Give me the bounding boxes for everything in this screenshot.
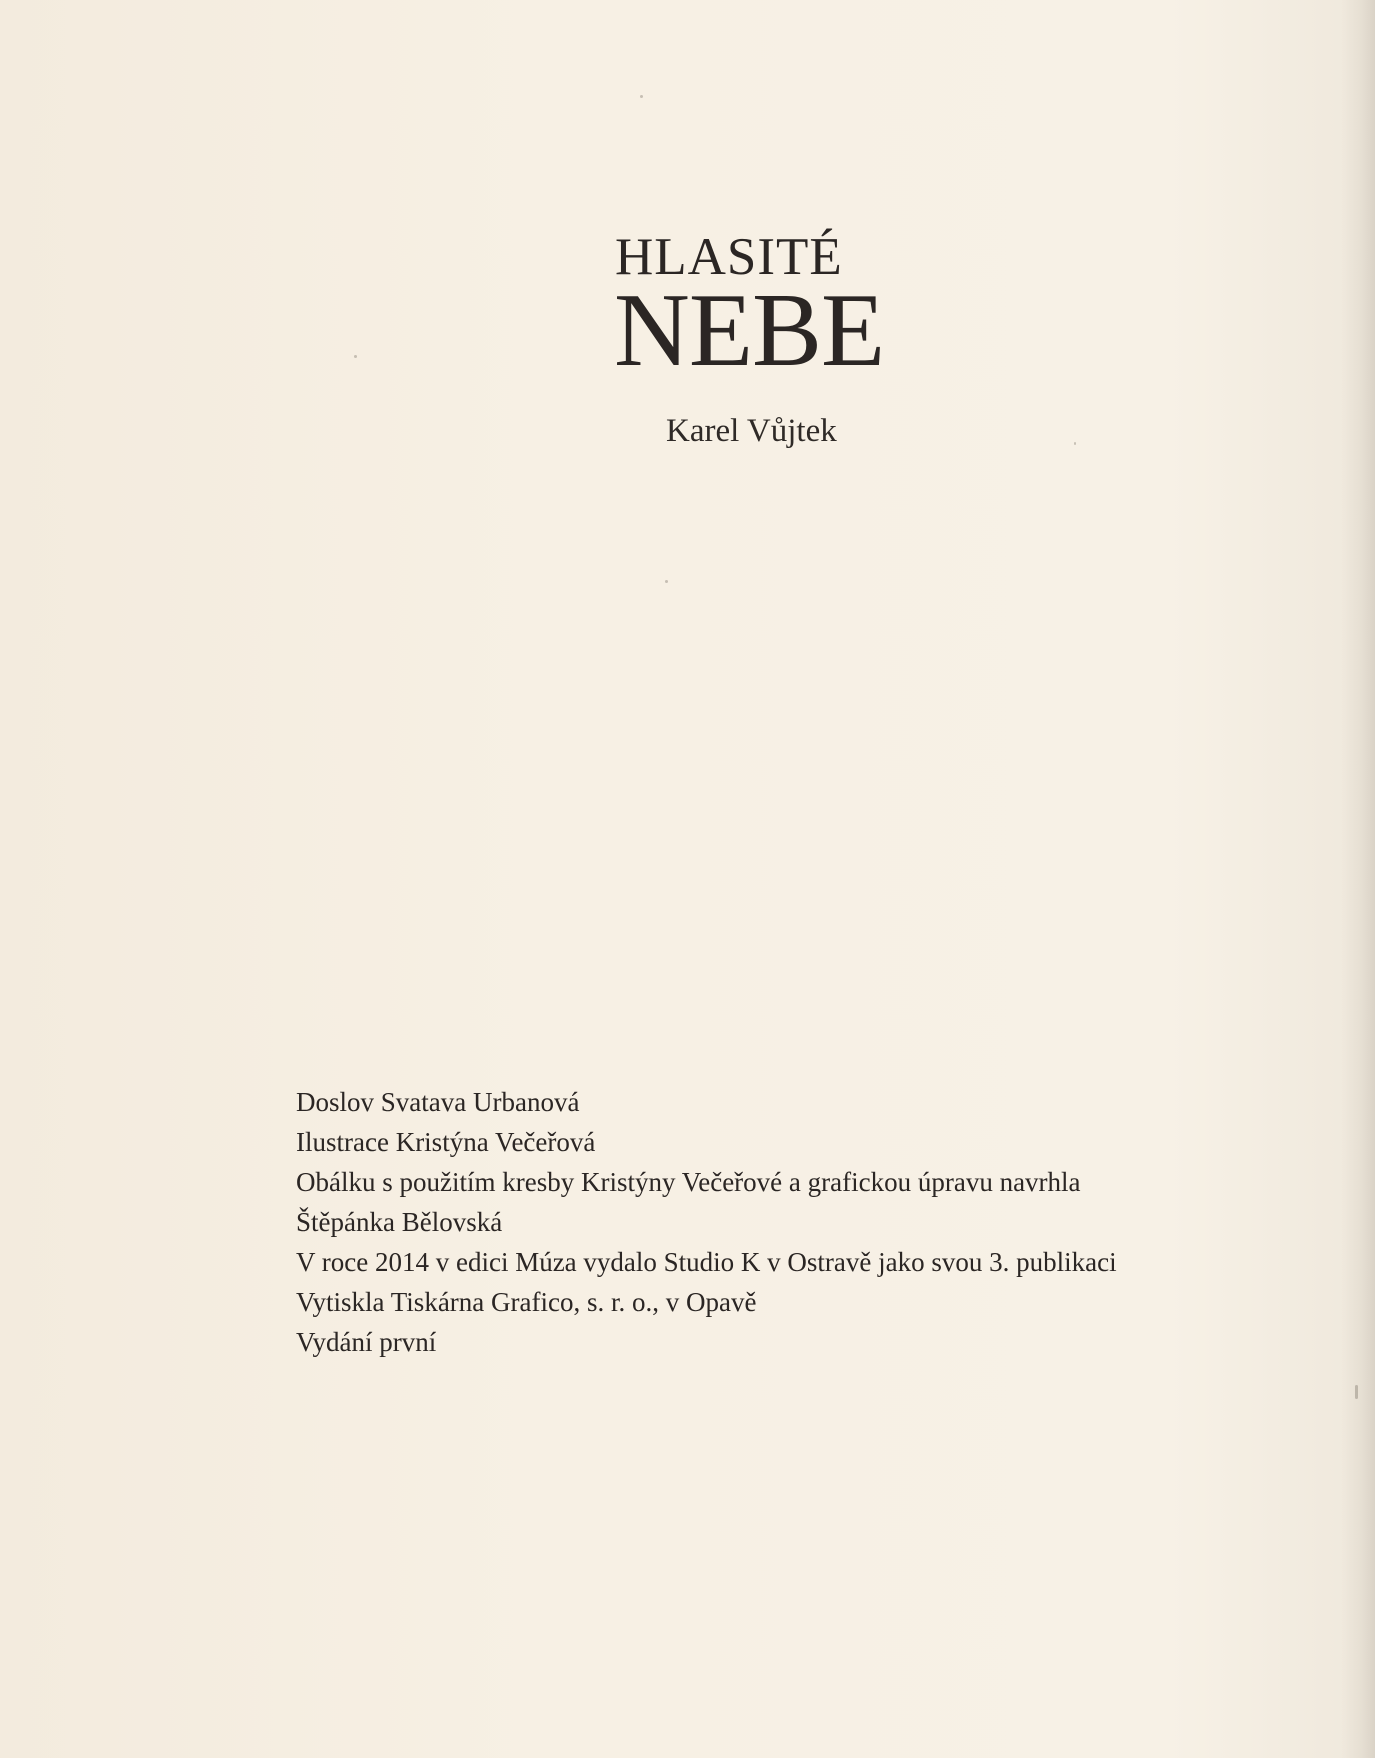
imprint-publication: V roce 2014 v edici Múza vydalo Studio K v Ostravě jako svou 3. publikaci: [296, 1247, 1117, 1277]
paper-speck: [665, 580, 668, 583]
paper-speck: [1074, 442, 1076, 445]
imprint-cover-design: Obálku s použitím kresby Kristýny Večeřové a grafickou úpravu navrhla: [296, 1167, 1081, 1197]
imprint-illustration: Ilustrace Kristýna Večeřová: [296, 1127, 596, 1157]
paper-speck: [640, 95, 643, 98]
imprint-block: [296, 1082, 1296, 1362]
title-line-2: NEBE: [614, 271, 885, 388]
imprint-designer: Štěpánka Bělovská: [296, 1207, 503, 1237]
paper-speck: [354, 355, 357, 358]
imprint-edition: Vydání první: [296, 1327, 437, 1357]
imprint-printer: Vytiskla Tiskárna Grafico, s. r. o., v Opavě: [296, 1287, 757, 1317]
imprint-afterword: Doslov Svatava Urbanová: [296, 1087, 580, 1117]
paper-speck: [1355, 1385, 1358, 1399]
title-line-1: HLASITÉ: [615, 228, 843, 286]
book-title: [600, 228, 930, 388]
author-name: Karel Vůjtek: [666, 413, 837, 449]
page-edge-shadow: [1341, 0, 1375, 1758]
